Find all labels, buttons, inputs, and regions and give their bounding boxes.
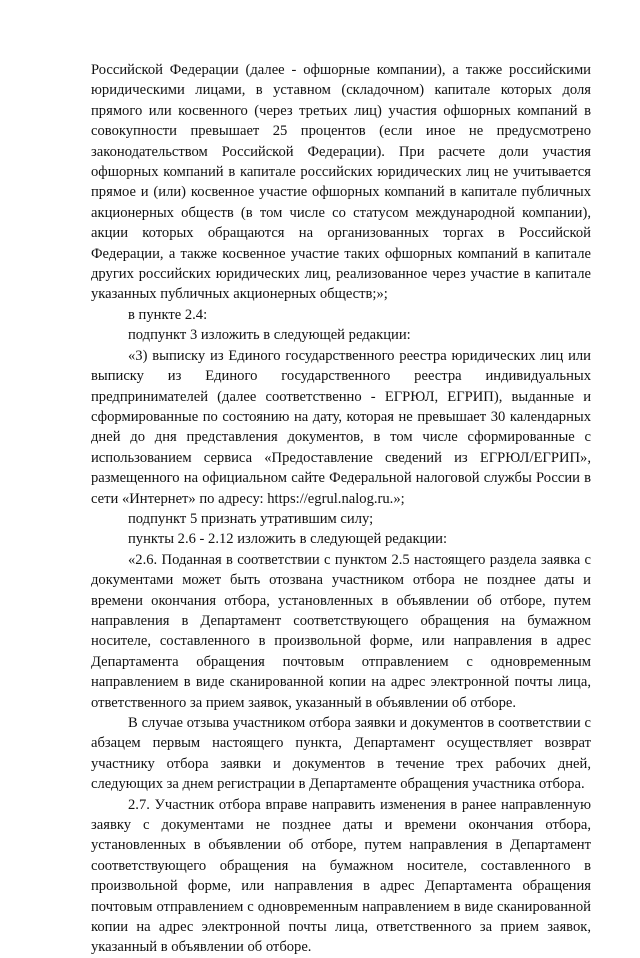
paragraph-offshore-continuation: Российской Федерации (далее - офшорные компании), а также российскими юридическими лицами, в уставном (складочном) капитале которых доля прямого или косвенного (через третьих лиц) участия офшорных компаний в совокупности превышает 25 процентов (если иное не предусмотрено законодательством Российской Федерации). При расчете доли участия офшорных компаний в капитале российских юридических лиц не учитывается прямое и (или) косвенное участие офшорных компаний в капитале публичных акционерных обществ (в том числе со статусом международной компании), акции которых обращаются на организованных торгах в Российской Федерации, а также косвенное участие таких офшорных компаний в капитале других российских юридических лиц, реализованное через участие в капитале указанных публичных акционерных обществ;»; <box>91 62 591 303</box>
paragraph-subclause-3-intro: подпункт 3 изложить в следующей редакции: <box>128 327 411 344</box>
paragraph-clauses-2-6-2-12-intro: пункты 2.6 - 2.12 изложить в следующей редакции: <box>128 531 448 548</box>
paragraph-clause-2-4: в пункте 2.4: <box>128 306 208 323</box>
paragraph-clause-2-6: «2.6. Поданная в соответствии с пунктом 2.5 настоящего раздела заявка с документами может быть отозвана участником отбора не позднее даты и времени окончания отбора, установленных в объявлении об отборе, путем направления в Департамент соответствующего обращения на бумажном носителе, составленного в произвольной форме, или направления в адрес Департамента обращения почтовым отправлением с одновременным направлением в виде сканированной копии на адрес электронной почты лица, ответственного за прием заявок, указанный в объявлении об отборе. <box>91 551 591 711</box>
paragraph-clause-2-6-withdrawal: В случае отзыва участником отбора заявки и документов в соответствии с абзацем первым настоящего пункта, Департамент осуществляет возврат участнику отбора заявки и документов в течение трех рабочих дней, следующих за днем регистрации в Департаменте обращения участника отбора. <box>91 715 591 793</box>
paragraph-subclause-5: подпункт 5 признать утратившим силу; <box>128 510 374 527</box>
document-page <box>91 60 591 958</box>
paragraph-clause-2-7: 2.7. Участник отбора вправе направить изменения в ранее направленную заявку с документами не позднее даты и времени окончания отбора, установленных в объявлении об отборе, путем направления в Департамент соответствующего обращения на бумажном носителе, составленного в произвольной форме, или направления в адрес Департамента обращения почтовым отправлением с одновременным направлением в виде сканированной копии на адрес электронной почты лица, ответственного за прием заявок, указанный в объявлении об отборе. <box>91 796 591 956</box>
paragraph-subclause-3-text: «3) выписку из Единого государственного реестра юридических лиц или выписку из Единого государственного реестра индивидуальных предпринимателей (далее соответственно - ЕГРЮЛ, ЕГРИП), выданные и сформированные по состоянию на дату, которая не превышает 30 календарных дней до дня представления документов, в том числе сформированные с использованием сервиса «Предоставление сведений из ЕГРЮЛ/ЕГРИП», размещенного на официальном сайте Федеральной налоговой службы России в сети «Интернет» по адресу: https://egrul.nalog.ru.»; <box>91 347 591 507</box>
